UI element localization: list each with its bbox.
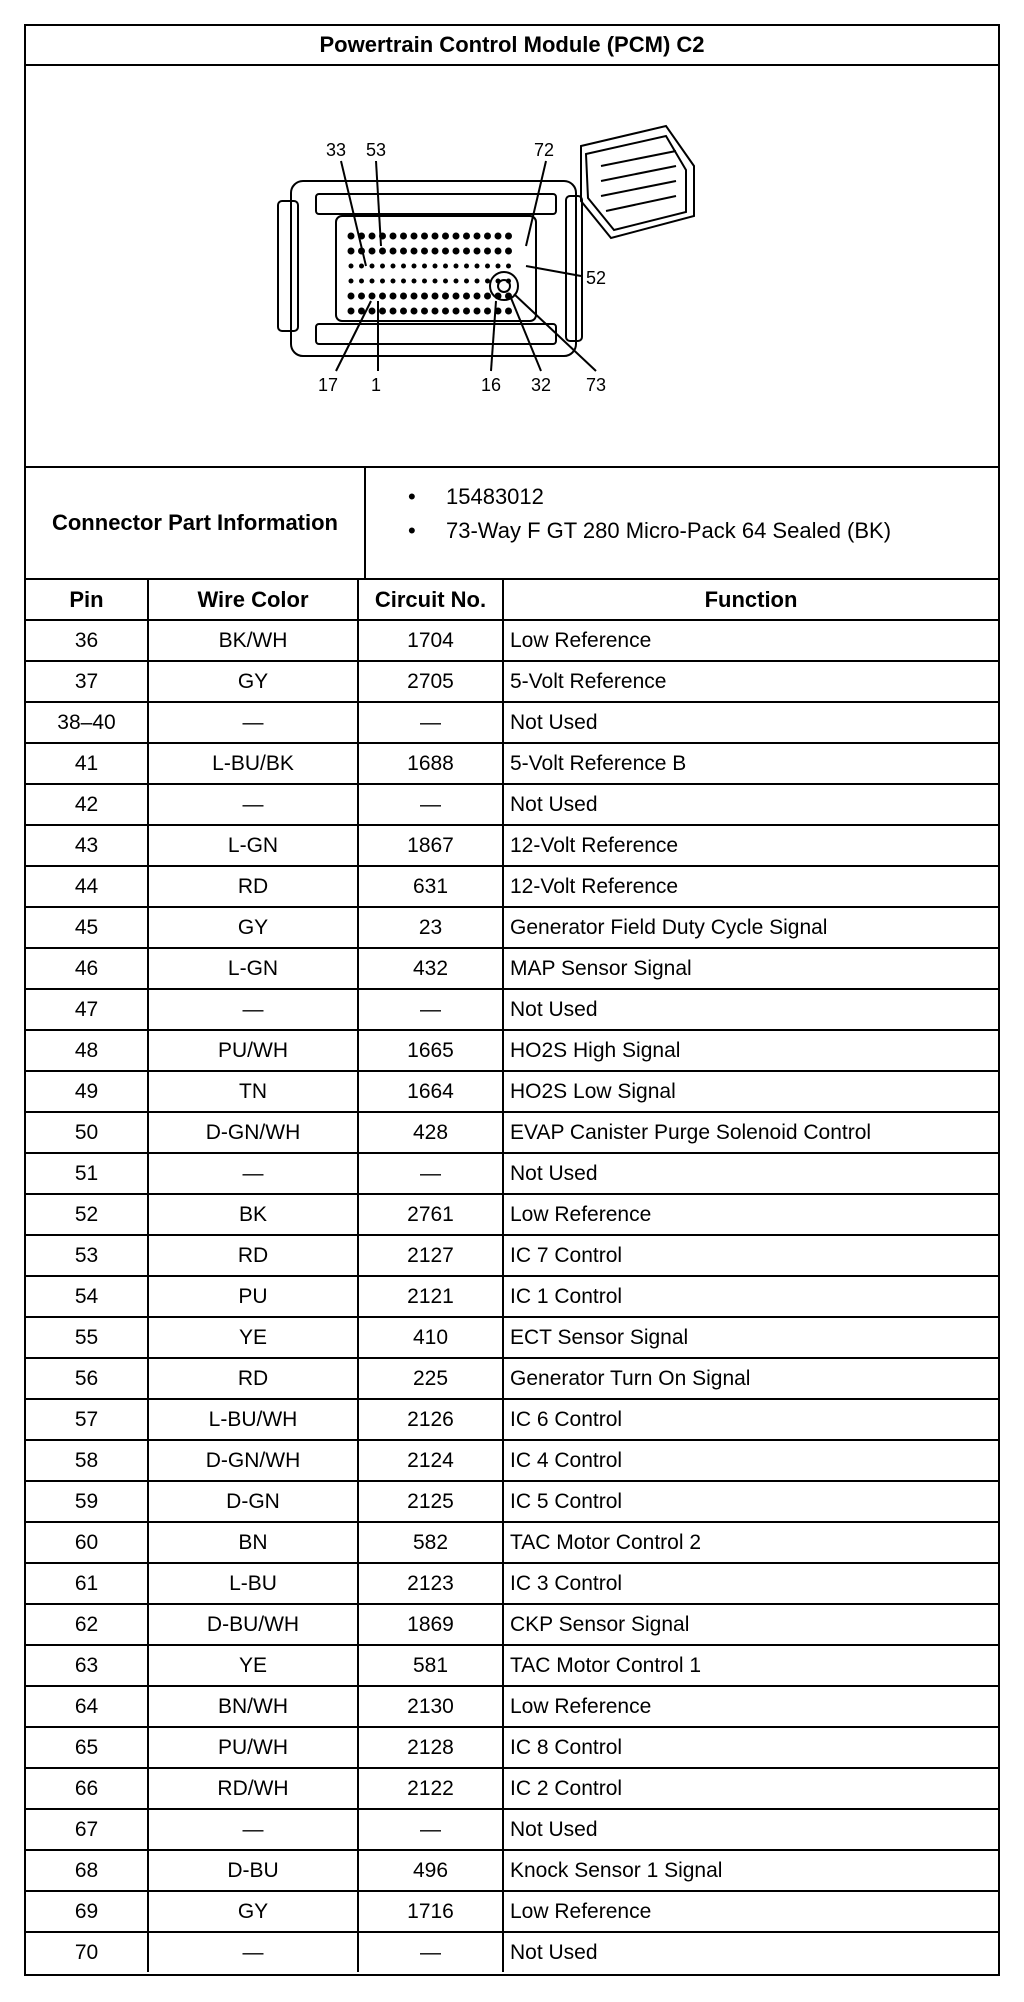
pin-cavity (349, 264, 354, 269)
cell-function: Not Used (503, 1809, 998, 1850)
part-info-item: • 73-Way F GT 280 Micro-Pack 64 Sealed (BK) (396, 514, 891, 548)
pin-cavity (475, 279, 480, 284)
pin-cavity (421, 308, 428, 315)
cell-wire-color: RD (148, 1358, 358, 1399)
pin-cavity (433, 264, 438, 269)
cell-pin: 55 (26, 1317, 148, 1358)
pin-cavity (348, 308, 355, 315)
table-row (26, 1768, 998, 1809)
pin-cavity (370, 264, 375, 269)
cell-circuit-no: 2122 (358, 1768, 503, 1809)
pin-cavity (379, 248, 386, 255)
table-row (26, 1604, 998, 1645)
cell-function: ECT Sensor Signal (503, 1317, 998, 1358)
cell-wire-color: BK/WH (148, 620, 358, 661)
table-row (26, 1399, 998, 1440)
cell-pin: 68 (26, 1850, 148, 1891)
cell-pin: 57 (26, 1399, 148, 1440)
cell-circuit-no: 1665 (358, 1030, 503, 1071)
cell-function: Generator Field Duty Cycle Signal (503, 907, 998, 948)
pin-label-16: 16 (481, 375, 502, 395)
cell-circuit-no: 225 (358, 1358, 503, 1399)
table-row (26, 1850, 998, 1891)
pin-cavity (485, 279, 490, 284)
pin-cavity (453, 308, 460, 315)
pin-cavity (463, 233, 470, 240)
cell-circuit-no: 2124 (358, 1440, 503, 1481)
table-row (26, 1358, 998, 1399)
cell-function: Not Used (503, 1153, 998, 1194)
table-row (26, 948, 998, 989)
cell-pin: 52 (26, 1194, 148, 1235)
cell-circuit-no: 2128 (358, 1727, 503, 1768)
pin-cavity (484, 308, 491, 315)
cell-pin: 66 (26, 1768, 148, 1809)
table-row (26, 1686, 998, 1727)
pin-cavity (358, 248, 365, 255)
pin-cavity (496, 279, 501, 284)
cell-wire-color: — (148, 1932, 358, 1972)
cell-pin: 54 (26, 1276, 148, 1317)
pin-cavity (496, 264, 501, 269)
cell-circuit-no: 2125 (358, 1481, 503, 1522)
pin-cavity (401, 264, 406, 269)
cell-wire-color: RD (148, 1235, 358, 1276)
pin-cavity (401, 279, 406, 284)
header-wire-color: Wire Color (148, 580, 358, 620)
pin-cavity (484, 248, 491, 255)
header-circuit-no: Circuit No. (358, 580, 503, 620)
pin-cavity (422, 264, 427, 269)
cell-function: TAC Motor Control 2 (503, 1522, 998, 1563)
pin-cavity (390, 308, 397, 315)
cell-pin: 50 (26, 1112, 148, 1153)
connector-illustration (26, 66, 998, 468)
table-row (26, 1440, 998, 1481)
pin-cavity (474, 248, 481, 255)
cell-function: TAC Motor Control 1 (503, 1645, 998, 1686)
cell-circuit-no: 410 (358, 1317, 503, 1358)
part-info-label: Connector Part Information (26, 468, 366, 578)
cell-wire-color: GY (148, 907, 358, 948)
table-row (26, 1194, 998, 1235)
connector-drawing (26, 66, 998, 466)
cell-circuit-no: — (358, 702, 503, 743)
cell-pin: 47 (26, 989, 148, 1030)
cell-function: IC 5 Control (503, 1481, 998, 1522)
pin-cavity (442, 293, 449, 300)
cell-function: IC 8 Control (503, 1727, 998, 1768)
pin-cavity (506, 279, 511, 284)
cell-pin: 60 (26, 1522, 148, 1563)
pin-cavity (359, 264, 364, 269)
pin-cavity (380, 264, 385, 269)
page-title: Powertrain Control Module (PCM) C2 (26, 26, 998, 66)
cell-function: 12-Volt Reference (503, 825, 998, 866)
cell-function: IC 2 Control (503, 1768, 998, 1809)
cell-circuit-no: — (358, 1932, 503, 1972)
pin-cavity (463, 308, 470, 315)
pin-cavity (495, 233, 502, 240)
pin-cavity (484, 293, 491, 300)
cell-circuit-no: 1688 (358, 743, 503, 784)
pin-cavity (358, 293, 365, 300)
cell-circuit-no: — (358, 1809, 503, 1850)
cell-circuit-no: 1664 (358, 1071, 503, 1112)
cell-circuit-no: 1716 (358, 1891, 503, 1932)
cell-circuit-no: 631 (358, 866, 503, 907)
pin-cavity (400, 233, 407, 240)
cell-circuit-no: — (358, 989, 503, 1030)
cell-wire-color: RD/WH (148, 1768, 358, 1809)
cell-wire-color: TN (148, 1071, 358, 1112)
pin-cavity (379, 233, 386, 240)
pin-cavity (391, 279, 396, 284)
cell-function: Low Reference (503, 620, 998, 661)
cell-pin: 61 (26, 1563, 148, 1604)
cell-pin: 46 (26, 948, 148, 989)
table-row (26, 907, 998, 948)
table-row (26, 661, 998, 702)
pin-cavity (379, 293, 386, 300)
cell-pin: 58 (26, 1440, 148, 1481)
cell-circuit-no: 1869 (358, 1604, 503, 1645)
table-row (26, 1645, 998, 1686)
cell-wire-color: YE (148, 1645, 358, 1686)
cell-pin: 42 (26, 784, 148, 825)
table-row (26, 1563, 998, 1604)
cell-pin: 65 (26, 1727, 148, 1768)
table-row (26, 866, 998, 907)
cell-function: 12-Volt Reference (503, 866, 998, 907)
pin-cavity (411, 293, 418, 300)
cell-function: IC 1 Control (503, 1276, 998, 1317)
pin-cavity (505, 293, 512, 300)
cell-function: Not Used (503, 702, 998, 743)
pin-cavity (454, 279, 459, 284)
cell-pin: 63 (26, 1645, 148, 1686)
cell-function: Low Reference (503, 1891, 998, 1932)
cell-pin: 49 (26, 1071, 148, 1112)
pin-label-1: 1 (371, 375, 382, 395)
cell-circuit-no: 1704 (358, 620, 503, 661)
cell-circuit-no: — (358, 784, 503, 825)
pin-cavity (464, 279, 469, 284)
pin-cavity (421, 293, 428, 300)
table-row (26, 1932, 998, 1972)
pin-cavity (495, 293, 502, 300)
cell-wire-color: GY (148, 1891, 358, 1932)
pin-cavity (485, 264, 490, 269)
cell-pin: 41 (26, 743, 148, 784)
cell-function: 5-Volt Reference (503, 661, 998, 702)
header-function: Function (503, 580, 998, 620)
pin-cavity (453, 293, 460, 300)
pin-cavity (370, 279, 375, 284)
pin-label-33: 33 (326, 140, 347, 160)
pin-label-52: 52 (586, 268, 607, 288)
cell-function: HO2S Low Signal (503, 1071, 998, 1112)
table-row (26, 1030, 998, 1071)
cell-pin: 38–40 (26, 702, 148, 743)
cell-wire-color: GY (148, 661, 358, 702)
pin-cavity (432, 248, 439, 255)
cell-wire-color: D-BU/WH (148, 1604, 358, 1645)
table-row (26, 1153, 998, 1194)
table-row (26, 825, 998, 866)
pinout-table (26, 580, 998, 1972)
pin-cavity (369, 248, 376, 255)
table-row (26, 1276, 998, 1317)
cell-function: MAP Sensor Signal (503, 948, 998, 989)
pin-cavity (505, 248, 512, 255)
table-row (26, 1235, 998, 1276)
cell-pin: 69 (26, 1891, 148, 1932)
cell-pin: 62 (26, 1604, 148, 1645)
pin-cavity (369, 293, 376, 300)
cell-wire-color: — (148, 784, 358, 825)
pin-cavity (391, 264, 396, 269)
pin-label-72: 72 (534, 140, 555, 160)
pin-cavity (400, 293, 407, 300)
pin-cavity (390, 233, 397, 240)
cell-function: HO2S High Signal (503, 1030, 998, 1071)
cell-pin: 44 (26, 866, 148, 907)
table-row (26, 1891, 998, 1932)
table-header-row (26, 580, 998, 620)
cell-pin: 59 (26, 1481, 148, 1522)
pin-cavity (505, 308, 512, 315)
cell-pin: 64 (26, 1686, 148, 1727)
pin-cavity (443, 279, 448, 284)
cell-circuit-no: 2126 (358, 1399, 503, 1440)
pin-cavity (453, 248, 460, 255)
pin-cavity (463, 248, 470, 255)
cell-wire-color: D-BU (148, 1850, 358, 1891)
pin-cavity (421, 248, 428, 255)
pin-cavity (495, 248, 502, 255)
cell-pin: 37 (26, 661, 148, 702)
cell-function: CKP Sensor Signal (503, 1604, 998, 1645)
pin-cavity (442, 248, 449, 255)
pin-cavity (443, 264, 448, 269)
cell-wire-color: L-BU (148, 1563, 358, 1604)
cell-pin: 70 (26, 1932, 148, 1972)
pin-cavity (390, 248, 397, 255)
table-row (26, 620, 998, 661)
cell-wire-color: BN (148, 1522, 358, 1563)
table-body (26, 620, 998, 1972)
pin-cavity (358, 308, 365, 315)
pin-cavity (348, 233, 355, 240)
pin-cavity (432, 233, 439, 240)
cell-circuit-no: 2127 (358, 1235, 503, 1276)
pin-cavity (412, 264, 417, 269)
cell-pin: 67 (26, 1809, 148, 1850)
cell-wire-color: L-GN (148, 825, 358, 866)
cell-circuit-no: 2123 (358, 1563, 503, 1604)
pin-cavity (421, 233, 428, 240)
pin-label-17: 17 (318, 375, 339, 395)
cell-pin: 53 (26, 1235, 148, 1276)
part-info-item: • 15483012 (396, 480, 891, 514)
cell-circuit-no: 428 (358, 1112, 503, 1153)
pin-cavity (369, 233, 376, 240)
pin-cavity (454, 264, 459, 269)
table-row (26, 1481, 998, 1522)
cell-function: IC 4 Control (503, 1440, 998, 1481)
part-info-list (396, 480, 891, 548)
cell-wire-color: D-GN/WH (148, 1440, 358, 1481)
cell-wire-color: YE (148, 1317, 358, 1358)
cell-function: 5-Volt Reference B (503, 743, 998, 784)
cell-wire-color: D-GN (148, 1481, 358, 1522)
table-row (26, 784, 998, 825)
cell-pin: 51 (26, 1153, 148, 1194)
pin-cavity (474, 233, 481, 240)
cell-wire-color: L-GN (148, 948, 358, 989)
connector-sheet (24, 24, 1000, 1976)
cell-wire-color: — (148, 1153, 358, 1194)
cell-pin: 36 (26, 620, 148, 661)
cell-wire-color: RD (148, 866, 358, 907)
pin-cavity (433, 279, 438, 284)
cell-function: IC 3 Control (503, 1563, 998, 1604)
pin-cavity (369, 308, 376, 315)
pin-cavity (359, 279, 364, 284)
cell-circuit-no: 432 (358, 948, 503, 989)
cell-function: EVAP Canister Purge Solenoid Control (503, 1112, 998, 1153)
table-row (26, 1071, 998, 1112)
cell-pin: 48 (26, 1030, 148, 1071)
cell-circuit-no: 2761 (358, 1194, 503, 1235)
pin-cavity (495, 308, 502, 315)
cell-circuit-no: 582 (358, 1522, 503, 1563)
pin-cavity (432, 308, 439, 315)
cell-wire-color: PU (148, 1276, 358, 1317)
pin-cavity (379, 308, 386, 315)
cell-function: IC 7 Control (503, 1235, 998, 1276)
cell-function: Low Reference (503, 1686, 998, 1727)
table-row (26, 702, 998, 743)
pin-cavity (422, 279, 427, 284)
header-pin: Pin (26, 580, 148, 620)
cell-wire-color: — (148, 1809, 358, 1850)
pin-cavity (475, 264, 480, 269)
pin-cavity (400, 308, 407, 315)
pin-cavity (390, 293, 397, 300)
cell-circuit-no: 2705 (358, 661, 503, 702)
pin-cavity (505, 233, 512, 240)
table-row (26, 1809, 998, 1850)
pin-cavity (432, 293, 439, 300)
pin-cavity (506, 264, 511, 269)
cell-wire-color: L-BU/BK (148, 743, 358, 784)
cell-wire-color: D-GN/WH (148, 1112, 358, 1153)
pin-cavity (412, 279, 417, 284)
cell-function: IC 6 Control (503, 1399, 998, 1440)
pin-cavity (442, 233, 449, 240)
cell-pin: 43 (26, 825, 148, 866)
pin-cavity (411, 233, 418, 240)
cell-pin: 45 (26, 907, 148, 948)
cell-circuit-no: 2121 (358, 1276, 503, 1317)
cell-circuit-no: 23 (358, 907, 503, 948)
pin-cavity (463, 293, 470, 300)
table-row (26, 1112, 998, 1153)
pin-cavity (348, 248, 355, 255)
cell-wire-color: L-BU/WH (148, 1399, 358, 1440)
pin-cavity (348, 293, 355, 300)
cell-function: Not Used (503, 989, 998, 1030)
cell-circuit-no: 1867 (358, 825, 503, 866)
pin-cavity (411, 248, 418, 255)
cell-function: Generator Turn On Signal (503, 1358, 998, 1399)
cell-wire-color: PU/WH (148, 1727, 358, 1768)
pin-cavity (484, 233, 491, 240)
cell-function: Not Used (503, 1932, 998, 1972)
pin-cavity (358, 233, 365, 240)
table-row (26, 743, 998, 784)
cell-circuit-no: 581 (358, 1645, 503, 1686)
table-row (26, 989, 998, 1030)
cell-wire-color: — (148, 702, 358, 743)
cell-function: Not Used (503, 784, 998, 825)
bullet-icon: • (408, 518, 416, 543)
pin-cavity (474, 308, 481, 315)
table-row (26, 1522, 998, 1563)
cell-wire-color: — (148, 989, 358, 1030)
pin-label-73: 73 (586, 375, 607, 395)
cell-function: Knock Sensor 1 Signal (503, 1850, 998, 1891)
cell-pin: 56 (26, 1358, 148, 1399)
bullet-icon: • (408, 484, 416, 509)
cell-circuit-no: — (358, 1153, 503, 1194)
pin-cavity (349, 279, 354, 284)
pin-cavity (380, 279, 385, 284)
pin-cavity (442, 308, 449, 315)
pin-cavity (474, 293, 481, 300)
cell-wire-color: BN/WH (148, 1686, 358, 1727)
cell-circuit-no: 2130 (358, 1686, 503, 1727)
pin-label-32: 32 (531, 375, 552, 395)
pin-cavity (400, 248, 407, 255)
cell-wire-color: BK (148, 1194, 358, 1235)
table-row (26, 1317, 998, 1358)
cell-circuit-no: 496 (358, 1850, 503, 1891)
table-row (26, 1727, 998, 1768)
pin-cavity (453, 233, 460, 240)
pin-cavity (411, 308, 418, 315)
cell-wire-color: PU/WH (148, 1030, 358, 1071)
connector-part-information (26, 468, 998, 580)
pin-label-53: 53 (366, 140, 387, 160)
pin-cavity (464, 264, 469, 269)
cell-function: Low Reference (503, 1194, 998, 1235)
